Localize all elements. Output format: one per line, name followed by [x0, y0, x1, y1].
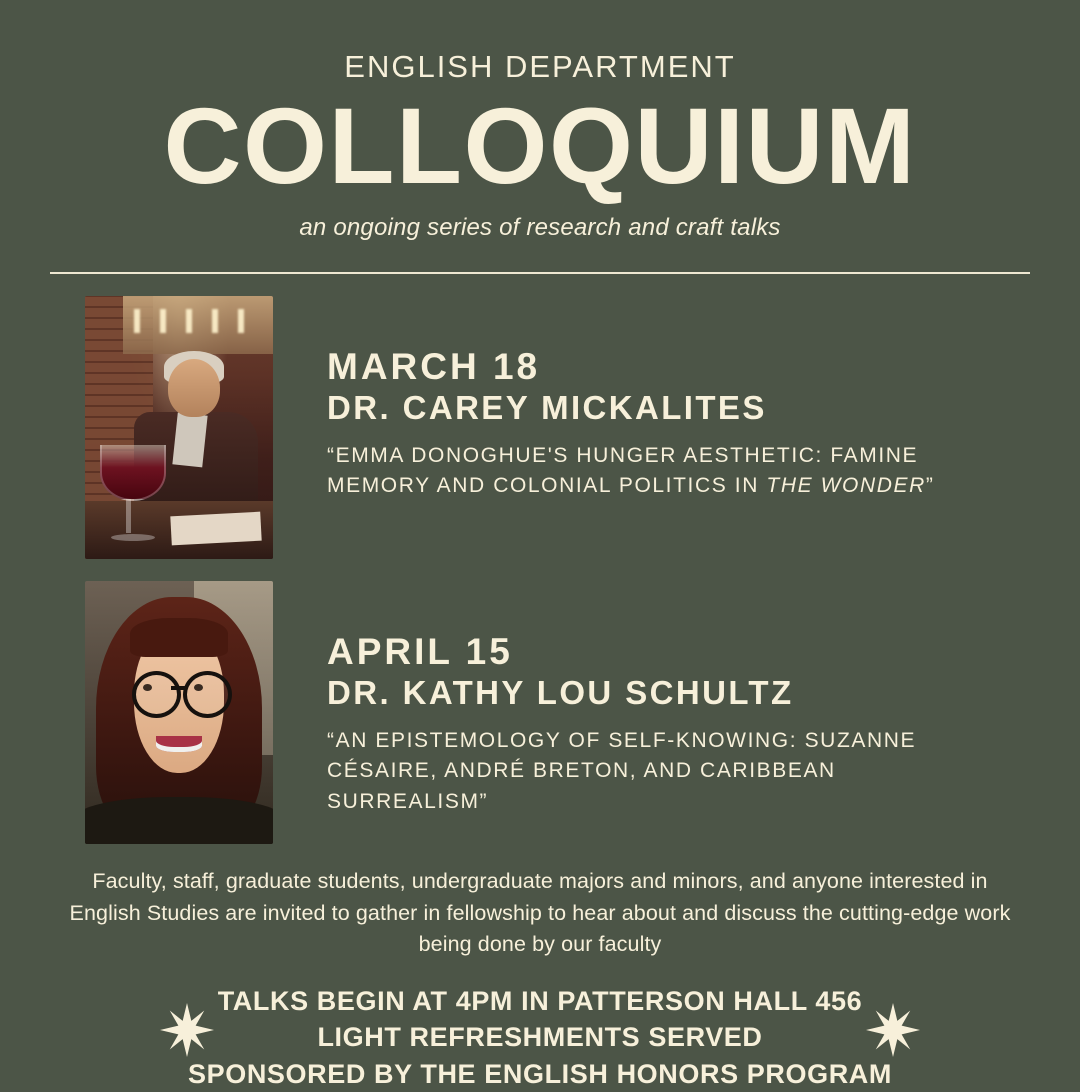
talk-title-italic: THE WONDER	[766, 474, 926, 498]
talk-title	[327, 726, 937, 817]
talks-list	[0, 296, 1080, 844]
divider	[50, 272, 1030, 274]
talk-title	[327, 441, 937, 502]
speaker-photo-carey-mickalites	[85, 296, 273, 559]
talk-details	[327, 581, 967, 817]
footer-line-sponsor: SPONSORED BY THE ENGLISH HONORS PROGRAM	[188, 1058, 892, 1089]
starburst-icon-right	[866, 1003, 920, 1057]
footer-line-refreshments: LIGHT REFRESHMENTS SERVED	[317, 1022, 763, 1053]
starburst-icon-left	[160, 1003, 214, 1057]
poster-header	[0, 0, 1080, 274]
speaker-photo-kathy-lou-schultz	[85, 581, 273, 844]
talk-details	[327, 296, 967, 502]
talk-speaker: DR. CAREY MICKALITES	[327, 388, 767, 426]
talk-item	[0, 581, 1080, 844]
invitation-blurb: Faculty, staff, graduate students, undergraduate majors and minors, and anyone interested in English Studies are invited to gather in fellowship to hear about and discuss the cutting-edge work being done by our faculty	[69, 869, 1011, 957]
department-label: ENGLISH DEPARTMENT	[344, 49, 736, 84]
page-title: COLLOQUIUM	[163, 85, 917, 207]
talk-item	[0, 296, 1080, 559]
talk-title-end: ”	[925, 474, 935, 498]
poster-footer	[0, 983, 1080, 1092]
talk-title-part: “AN EPISTEMOLOGY OF SELF-KNOWING: SUZANNE CÉSAIRE, ANDRÉ BRETON, AND CARIBBEAN SURREALISM”	[327, 728, 917, 813]
footer-line-time-location: TALKS BEGIN AT 4PM IN PATTERSON HALL 456	[217, 985, 863, 1016]
talk-speaker: DR. KATHY LOU SCHULTZ	[327, 673, 794, 711]
talk-title-part: “EMMA DONOGHUE'S HUNGER AESTHETIC: FAMINE MEMORY AND COLONIAL POLITICS IN	[327, 443, 919, 498]
poster-subtitle: an ongoing series of research and craft talks	[299, 214, 781, 242]
talk-date: APRIL 15	[327, 631, 513, 673]
talk-date: MARCH 18	[327, 346, 541, 388]
